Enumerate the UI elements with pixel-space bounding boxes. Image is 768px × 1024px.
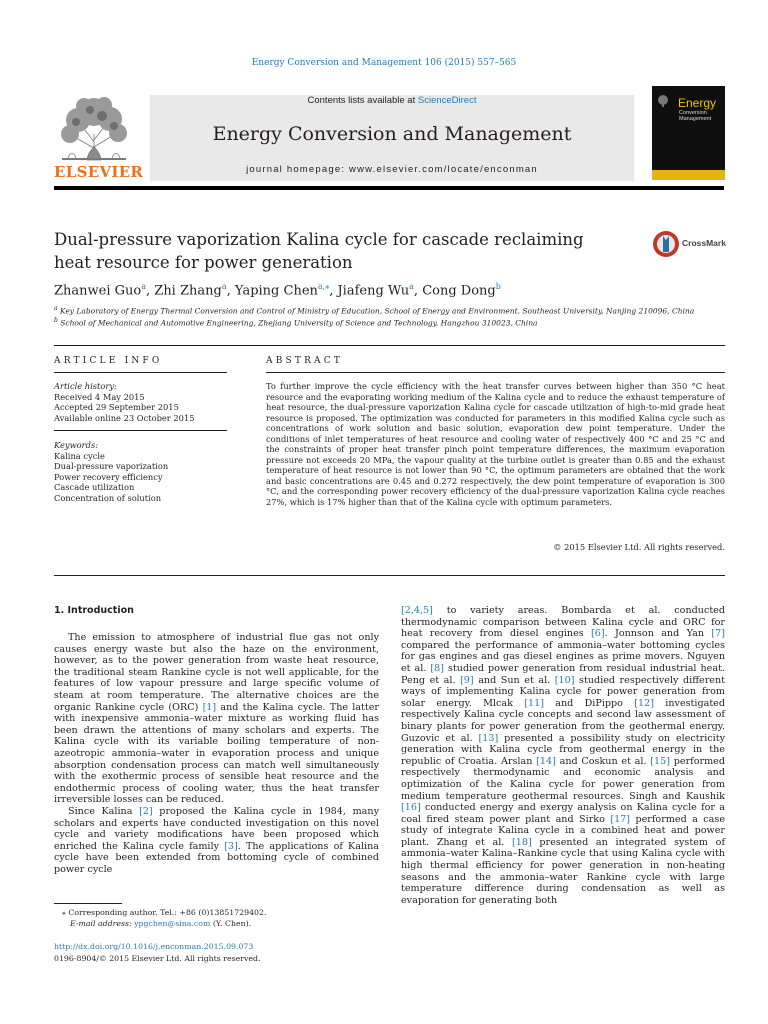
author-name[interactable]: Zhanwei Guo: [54, 283, 142, 299]
citation-reference-link[interactable]: [17]: [610, 813, 631, 825]
citation-reference-link[interactable]: [11]: [524, 697, 544, 709]
crossmark-label[interactable]: CrossMark: [682, 238, 726, 248]
section-heading: 1. Introduction: [54, 605, 134, 616]
divider: [54, 372, 227, 373]
divider: [54, 345, 725, 346]
citation-reference-link[interactable]: [9]: [460, 674, 474, 686]
author-name[interactable]: Jiafeng Wu: [337, 283, 410, 299]
journal-citation-link[interactable]: Energy Conversion and Management 106 (2015) 557–565: [251, 58, 517, 68]
body-column-left: [54, 632, 379, 875]
history-label: Article history:: [54, 381, 117, 391]
author-list: Zhanwei Guo$^a$, Zhi Zhang$^a$, Yaping Chen$^{a,⁎}$, Jiafeng Wu$^a$, Cong Dong$^b$: [54, 282, 501, 299]
contents-availability-line: [150, 95, 634, 106]
crossmark-icon[interactable]: [652, 229, 680, 259]
cover-subtitle: [679, 110, 711, 122]
author-name[interactable]: Zhi Zhang: [154, 283, 222, 299]
affiliation-b: [54, 317, 538, 328]
cover-subtitle-line-1: Conversion: [679, 110, 707, 116]
history-item: Available online 23 October 2015: [54, 412, 195, 423]
doi-link[interactable]: http://dx.doi.org/10.1016/j.enconman.2015.09.073: [54, 942, 254, 951]
affiliation-b-text: School of Mechanical and Automotive Engineering, Zhejiang University of Science and Technology, Hangzhou 310023, China: [60, 318, 538, 328]
citation-reference-link[interactable]: [13]: [478, 732, 499, 744]
article-title: Dual-pressure vaporization Kalina cycle for cascade reclaiming heat resource for power generation: [54, 230, 584, 272]
abstract-body: To further improve the cycle efficiency with the heat transfer curves between higher than 350 °C heat resource and the evaporating working medium of the Kalina cycle and to reduce the exhaust temperature of heat resource, the dual-pressure vaporization Kalina cycle for cascade utilization of high-to-mid grade heat resource is proposed. The optimization was conducted for parameters in this modified Kalina cycle such as concentrations of work solution and basic solution, evaporation dew point temperature. Under the conditions of inlet temperatures of heat resource and cooling water of respectively 400 °C and 25 °C and the constraints of proper heat transfer pinch point temperature differences, the maximum evaporation pressure not exceeds 20 MPa, the vapour quality at the turbine outlet is greater than 0.85 and the exhaust temperature of heat resource is not lower than 90 °C, the optimum parameters are obtained that the work and basic concentrations are 0.45 and 0.272 respectively, the dew point temperature of evaporation is 300 °C, and the corresponding power recovery efficiency of the dual-pressure vaporization Kalina cycle reaches 27%, which is 17% higher than that of the Kalina cycle with optimum parameters.: [266, 381, 725, 507]
divider: [54, 575, 725, 576]
article-info-heading: ARTICLE INFO: [54, 356, 163, 366]
email-label: E-mail address:: [70, 919, 135, 928]
corresponding-author-footnote: ⁎ Corresponding author. Tel.: +86 (0)13851729402.: [62, 908, 267, 917]
email-footnote: [70, 919, 251, 928]
citation-reference-link[interactable]: [7]: [711, 628, 725, 640]
citation-reference-link[interactable]: [14]: [536, 755, 556, 767]
homepage-prefix: journal homepage:: [246, 164, 350, 175]
history-item: Accepted 29 September 2015: [54, 402, 179, 412]
journal-homepage-line: [150, 164, 634, 175]
affiliation-a-text: Key Laboratory of Energy Thermal Conversion and Control of Ministry of Education, School of Energy and Environment, Southeast University, Nanjing 210096, China: [59, 306, 695, 316]
journal-header-box: [150, 95, 634, 181]
citation-reference-link[interactable]: [1]: [202, 701, 217, 713]
email-suffix: (Y. Chen).: [210, 919, 252, 928]
article-history: [54, 381, 224, 423]
keyword-item: Concentration of solution: [54, 492, 162, 503]
body-paragraph: [2,4,5] to variety areas. Bombarda et al. conducted thermodynamic comparison between Kalina cycle and ORC for heat recovery from diesel engines [6]. Jonnson and Yan [7] compared the performance of ammonia–water bottoming cycles for gas engines and gas diesel engines as prime movers. Nguyen et al. [8] studied power generation from residual industrial heat. Peng et al. [9] and Sun et al. [10] studied respectively different ways of implementing Kalina cycle for power generation from solar energy. Mlcak [11] and DiPippo [12] investigated respectively Kalina cycle concepts and second law assessment of binary plants for power generation from the geothermal energy. Guzovic et al. [13] presented a possibility study on electricity generation with Kalina cycle from geothermal energy in the republic of Croatia. Arslan [14] and Coskun et al. [15] performed respectively thermodynamic and economic analysis and optimization of the Kalina cycle for power generation from medium temperature geothermal resources. Singh and Kaushik [16] conducted energy and exergy analysis on Kalina cycle for a coal fired steam power plant and Sirko [17] performed a case study of integrate Kalina cycle in a combined heat and power plant. Zhang et al. [18] presented an integrated system of ammonia–water Kalina–Rankine cycle that using Kalina cycle with high thermal efficiency for power generation in non-heating seasons and the ammonia–water Rankine cycle with large temperature difference during condensation as well as evaporation for generating both: [401, 605, 726, 906]
email-link[interactable]: ypgchen@sina.com: [134, 919, 211, 928]
history-item: Received 4 May 2015: [54, 391, 145, 402]
citation-reference-link[interactable]: [15]: [650, 755, 670, 767]
author-affiliation-marker[interactable]: b: [495, 282, 501, 291]
contents-prefix: Contents lists available at: [307, 95, 418, 106]
masthead-divider: [54, 186, 724, 190]
author-name[interactable]: Cong Dong: [422, 283, 496, 299]
issn-copyright-line: 0196-8904/© 2015 Elsevier Ltd. All rights reserved.: [54, 954, 261, 963]
keyword-item: Kalina cycle: [54, 450, 105, 461]
elsevier-wordmark[interactable]: ELSEVIER: [54, 163, 144, 181]
citation-reference-link[interactable]: [3]: [224, 840, 238, 852]
journal-title: Energy Conversion and Management: [212, 123, 572, 145]
citation-reference-link[interactable]: [6]: [591, 628, 605, 640]
cover-title: Energy: [678, 96, 717, 110]
author-affiliation-marker[interactable]: a: [221, 282, 227, 291]
homepage-link[interactable]: www.elsevier.com/locate/enconman: [349, 164, 538, 175]
keywords-list: [54, 440, 224, 503]
body-paragraph: The emission to atmosphere of industrial flue gas not only causes energy waste but also the haze on the environment, however, as to the power generation from waste heat resource, the traditional steam Rankine cycle is not well applicable, for the features of low vapour pressure and large specific volume of steam at room temperature. The alternative choices are the organic Rankine cycle (ORC) [1] and the Kalina cycle. The latter with inexpensive ammonia–water mixture as working fluid has been drawn the attentions of many scholars and experts. The Kalina cycle with its variable boiling temperature of non-azeotropic ammonia–water in evaporation process and unique absorption condensation process can match well simultaneously with the exothermic process of sensible heat resource and the endothermic process of cooling water, thus the heat transfer irreversible losses can be reduced.: [54, 632, 380, 806]
cover-elsevier-mini-logo: [656, 94, 670, 108]
abstract-heading: ABSTRACT: [266, 356, 344, 366]
citation-reference-link[interactable]: [18]: [512, 836, 532, 848]
citation-reference-link[interactable]: [10]: [554, 674, 575, 686]
citation-reference-link[interactable]: [8]: [430, 662, 444, 674]
citation-reference-link[interactable]: [2,4,5]: [401, 605, 433, 616]
author-name[interactable]: Yaping Chen: [234, 283, 318, 299]
footnote-divider: [54, 903, 122, 904]
citation-reference-link[interactable]: [12]: [634, 697, 654, 709]
divider: [54, 430, 227, 431]
divider: [266, 372, 725, 373]
affiliation-a-marker: a: [54, 305, 58, 312]
body-column-right: [401, 605, 725, 906]
affiliation-a: [54, 305, 694, 316]
affiliation-b-marker: b: [54, 317, 58, 324]
journal-cover-thumbnail[interactable]: [652, 86, 725, 180]
author-affiliation-marker[interactable]: a: [141, 282, 147, 291]
keyword-item: Cascade utilization: [54, 482, 135, 492]
keyword-item: Dual-pressure vaporization: [54, 461, 169, 471]
citation-reference-link[interactable]: [2]: [139, 805, 153, 817]
body-paragraph: Since Kalina [2] proposed the Kalina cycle in 1984, many scholars and experts have conducted investigation on this novel cycle and variety modifications have been proposed which enriched the Kalina cycle family [3]. The applications of Kalina cycle have been extended from bottoming cycle of combined power cycle: [54, 805, 379, 875]
keyword-item: Power recovery efficiency: [54, 471, 163, 482]
cover-color-bar: [652, 170, 725, 180]
abstract-copyright: © 2015 Elsevier Ltd. All rights reserved.: [553, 542, 725, 552]
author-affiliation-marker[interactable]: a: [409, 282, 414, 291]
sciencedirect-link[interactable]: ScienceDirect: [417, 95, 477, 106]
cover-subtitle-line-2: Management: [679, 116, 712, 122]
citation-reference-link[interactable]: [16]: [401, 802, 421, 814]
keywords-label: Keywords:: [54, 440, 99, 450]
author-affiliation-marker[interactable]: a,⁎: [317, 282, 330, 291]
